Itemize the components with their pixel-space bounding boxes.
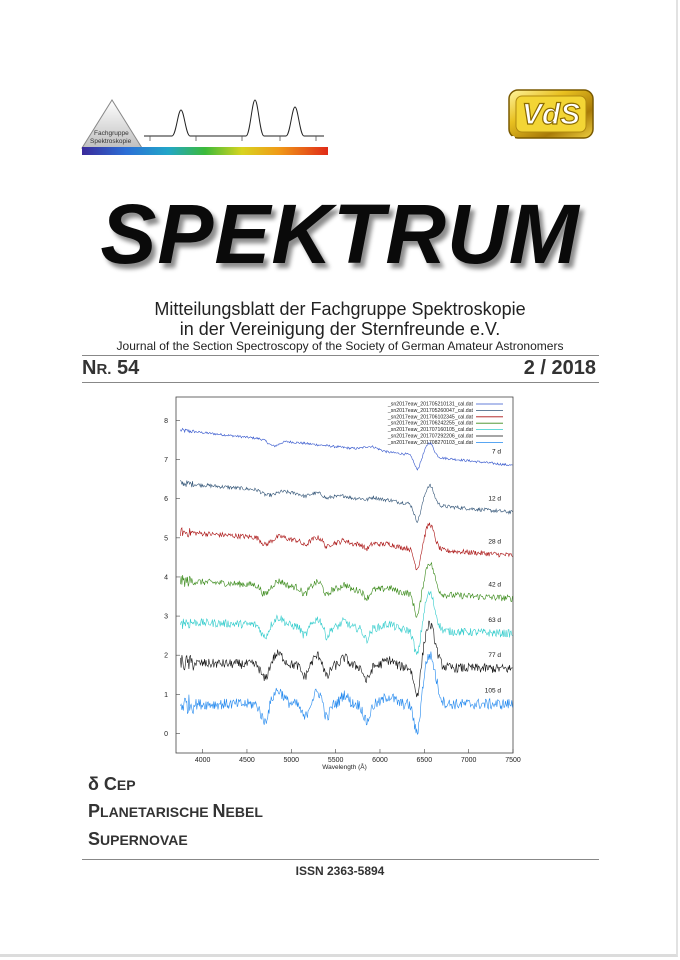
subtitle-line-2: in der Vereinigung der Sternfreunde e.V.	[179, 319, 501, 339]
legend-entry: _sn2017eaw_201706242255_cal.dat	[387, 420, 473, 427]
divider-top	[82, 355, 599, 356]
toc-cap: δ C	[88, 774, 117, 794]
toc-item-planetarische-nebel	[88, 801, 263, 822]
y-tick-label: 1	[164, 691, 168, 699]
series-epoch-label: 7 d	[491, 448, 501, 456]
issue-date: 2 / 2018	[523, 357, 596, 379]
logo-text-2: Spektroskopie	[90, 138, 132, 145]
masthead-title: SPEKTRUM	[100, 187, 580, 281]
series-epoch-label: 42 d	[488, 581, 501, 589]
toc-cap: N	[212, 801, 226, 821]
y-tick-label: 5	[164, 535, 168, 543]
issue-prefix-cap: N	[82, 357, 97, 379]
toc-small: LANETARISCHE	[100, 804, 213, 820]
vds-logo	[507, 88, 595, 144]
x-tick-label: 7000	[460, 757, 477, 764]
toc-cap: S	[88, 829, 101, 849]
issue-prefix-small: R.	[96, 361, 112, 378]
y-tick-label: 6	[164, 496, 168, 504]
y-tick-label: 2	[164, 652, 168, 660]
fachgruppe-logo	[80, 98, 330, 160]
x-tick-label: 5000	[283, 757, 300, 764]
legend-entry: _sn2017eaw_201707292206_cal.dat	[387, 433, 473, 440]
legend-entry: _sn2017eaw_201707160105_cal.dat	[387, 427, 473, 434]
series-epoch-label: 28 d	[488, 538, 501, 546]
logo-text-1: Fachgruppe	[94, 130, 129, 137]
toc-small: EP	[116, 777, 136, 793]
logo-rainbow-bar	[82, 147, 328, 155]
issue-number-value: 54	[117, 357, 140, 379]
x-tick-label: 4000	[194, 757, 211, 764]
x-tick-label: 6500	[416, 757, 433, 764]
toc-item-supernovae	[88, 829, 188, 850]
x-tick-label: 6000	[372, 757, 388, 764]
toc-small: EBEL	[225, 804, 263, 820]
series-epoch-label: 63 d	[488, 616, 501, 624]
y-tick-label: 7	[164, 457, 168, 465]
legend-entry: _sn2017eaw_201706102345_cal.dat	[387, 414, 473, 421]
legend-entry: _sn2017eaw_201705210131_cal.dat	[387, 401, 473, 408]
cover-spectrum-chart	[151, 393, 523, 771]
x-tick-label: 7500	[505, 757, 521, 764]
toc-small: UPERNOVAE	[100, 832, 188, 848]
y-tick-label: 3	[164, 613, 168, 621]
divider-middle	[82, 382, 599, 383]
x-tick-label: 4500	[239, 757, 255, 764]
series-epoch-label: 77 d	[488, 652, 501, 660]
series-epoch-label: 105 d	[484, 687, 501, 695]
y-tick-label: 0	[164, 730, 168, 738]
x-axis-label: Wavelength (Å)	[322, 764, 367, 771]
toc-item-delta-cep	[88, 774, 136, 795]
logo-spectrum-line	[144, 100, 324, 136]
toc-cap: P	[88, 801, 101, 821]
legend-entry: _sn2017eaw_201708270103_cal.dat	[387, 439, 473, 446]
series-epoch-label: 12 d	[488, 495, 501, 503]
issn-number: ISSN 2363-5894	[295, 864, 385, 878]
divider-bottom	[82, 859, 599, 860]
legend-entry: _sn2017eaw_201705260047_cal.dat	[387, 407, 473, 414]
subtitle-line-3: Journal of the Section Spectroscopy of the Society of German Amateur Astronomers	[116, 339, 564, 353]
vds-logo-text: VdS	[521, 98, 581, 131]
y-tick-label: 4	[164, 574, 168, 582]
subtitle-line-1: Mitteilungsblatt der Fachgruppe Spektroskopie	[154, 299, 526, 319]
logo-tick-marks	[150, 136, 316, 141]
vds-sparkle-icon	[511, 136, 515, 140]
issue-number	[82, 357, 139, 380]
x-tick-label: 5500	[327, 757, 344, 764]
y-tick-label: 8	[164, 417, 168, 425]
